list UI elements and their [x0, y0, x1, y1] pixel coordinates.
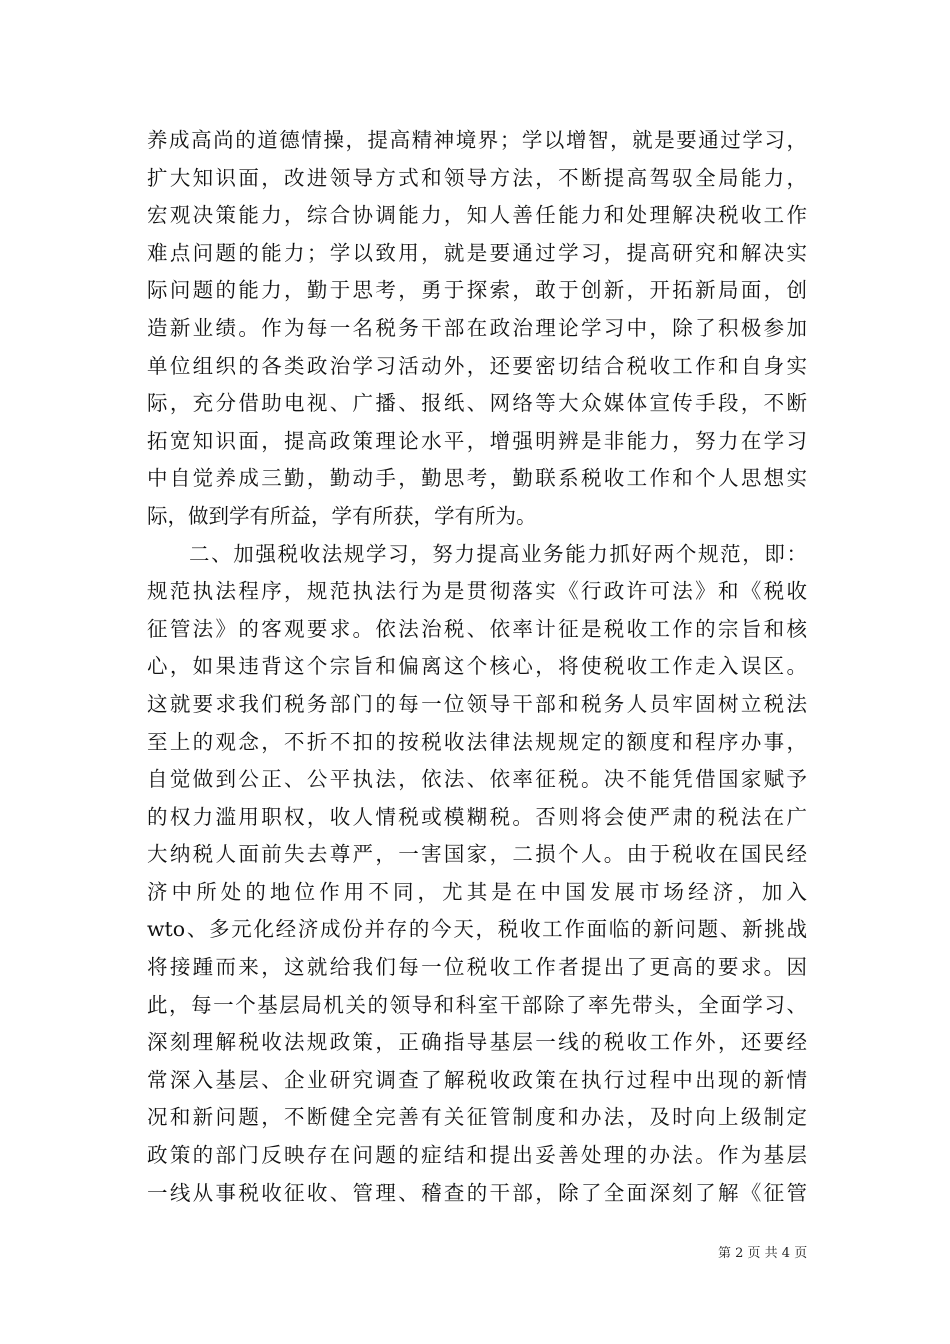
text-line: 心，如果违背这个宗旨和偏离这个核心，将使税收工作走入误区。: [147, 654, 807, 679]
text-line: 征管法》的客观要求。依法治税、依率计征是税收工作的宗旨和核: [147, 616, 807, 641]
text-line: 中自觉养成三勤，勤动手，勤思考，勤联系税收工作和个人思想实: [147, 466, 807, 491]
text-line: 单位组织的各类政治学习活动外，还要密切结合税收工作和自身实: [147, 353, 807, 378]
text-line: 至上的观念，不折不扣的按税收法律法规规定的额度和程序办事，: [147, 729, 807, 754]
text-line: 一线从事税收征收、管理、稽查的干部，除了全面深刻了解《征管: [147, 1180, 807, 1205]
text-line: 养成高尚的道德情操，提高精神境界；学以增智，就是要通过学习，: [147, 128, 807, 152]
text-line: wto、多元化经济成份并存的今天，税收工作面临的新问题、新挑战: [147, 917, 807, 942]
text-line: 难点问题的能力；学以致用，就是要通过学习，提高研究和解决实: [147, 240, 807, 265]
text-line: 际，做到学有所益，学有所获，学有所为。: [147, 503, 537, 528]
page-number: 第 2 页 共 4 页: [718, 1246, 808, 1261]
text-line: 此，每一个基层局机关的领导和科室干部除了率先带头，全面学习、: [147, 992, 807, 1017]
section-heading-line: 二、加强税收法规学习，努力提高业务能力抓好两个规范，即：: [189, 541, 807, 566]
text-line: 深刻理解税收法规政策，正确指导基层一线的税收工作外，还要经: [147, 1030, 807, 1055]
text-line: 的权力滥用职权，收人情税或模糊税。否则将会使严肃的税法在广: [147, 804, 807, 829]
text-line: 宏观决策能力，综合协调能力，知人善任能力和处理解决税收工作: [147, 203, 807, 228]
text-line: 政策的部门反映存在问题的症结和提出妥善处理的办法。作为基层: [147, 1143, 807, 1168]
text-line: 规范执法程序，规范执法行为是贯彻落实《行政许可法》和《税收: [147, 579, 807, 604]
text-line: 扩大知识面，改进领导方式和领导方法，不断提高驾驭全局能力，: [147, 165, 807, 190]
text-line: 自觉做到公正、公平执法，依法、依率征税。决不能凭借国家赋予: [147, 767, 807, 792]
text-line: 济中所处的地位作用不同，尤其是在中国发展市场经济，加入: [147, 879, 807, 904]
document-body: [147, 122, 807, 1212]
text-line: 际问题的能力，勤于思考，勇于探索，敢于创新，开拓新局面，创: [147, 278, 807, 303]
text-line: 拓宽知识面，提高政策理论水平，增强明辨是非能力，努力在学习: [147, 428, 807, 453]
text-line: 大纳税人面前失去尊严，一害国家，二损个人。由于税收在国民经: [147, 842, 807, 867]
text-line: 将接踵而来，这就给我们每一位税收工作者提出了更高的要求。因: [147, 955, 807, 980]
text-line: 际，充分借助电视、广播、报纸、网络等大众媒体宣传手段，不断: [147, 391, 807, 416]
text-line: 况和新问题，不断健全完善有关征管制度和办法，及时向上级制定: [147, 1105, 807, 1130]
text-line: 造新业绩。作为每一名税务干部在政治理论学习中，除了积极参加: [147, 315, 807, 340]
text-line: 这就要求我们税务部门的每一位领导干部和税务人员牢固树立税法: [147, 691, 807, 716]
text-line: 常深入基层、企业研究调查了解税收政策在执行过程中出现的新情: [147, 1067, 807, 1092]
